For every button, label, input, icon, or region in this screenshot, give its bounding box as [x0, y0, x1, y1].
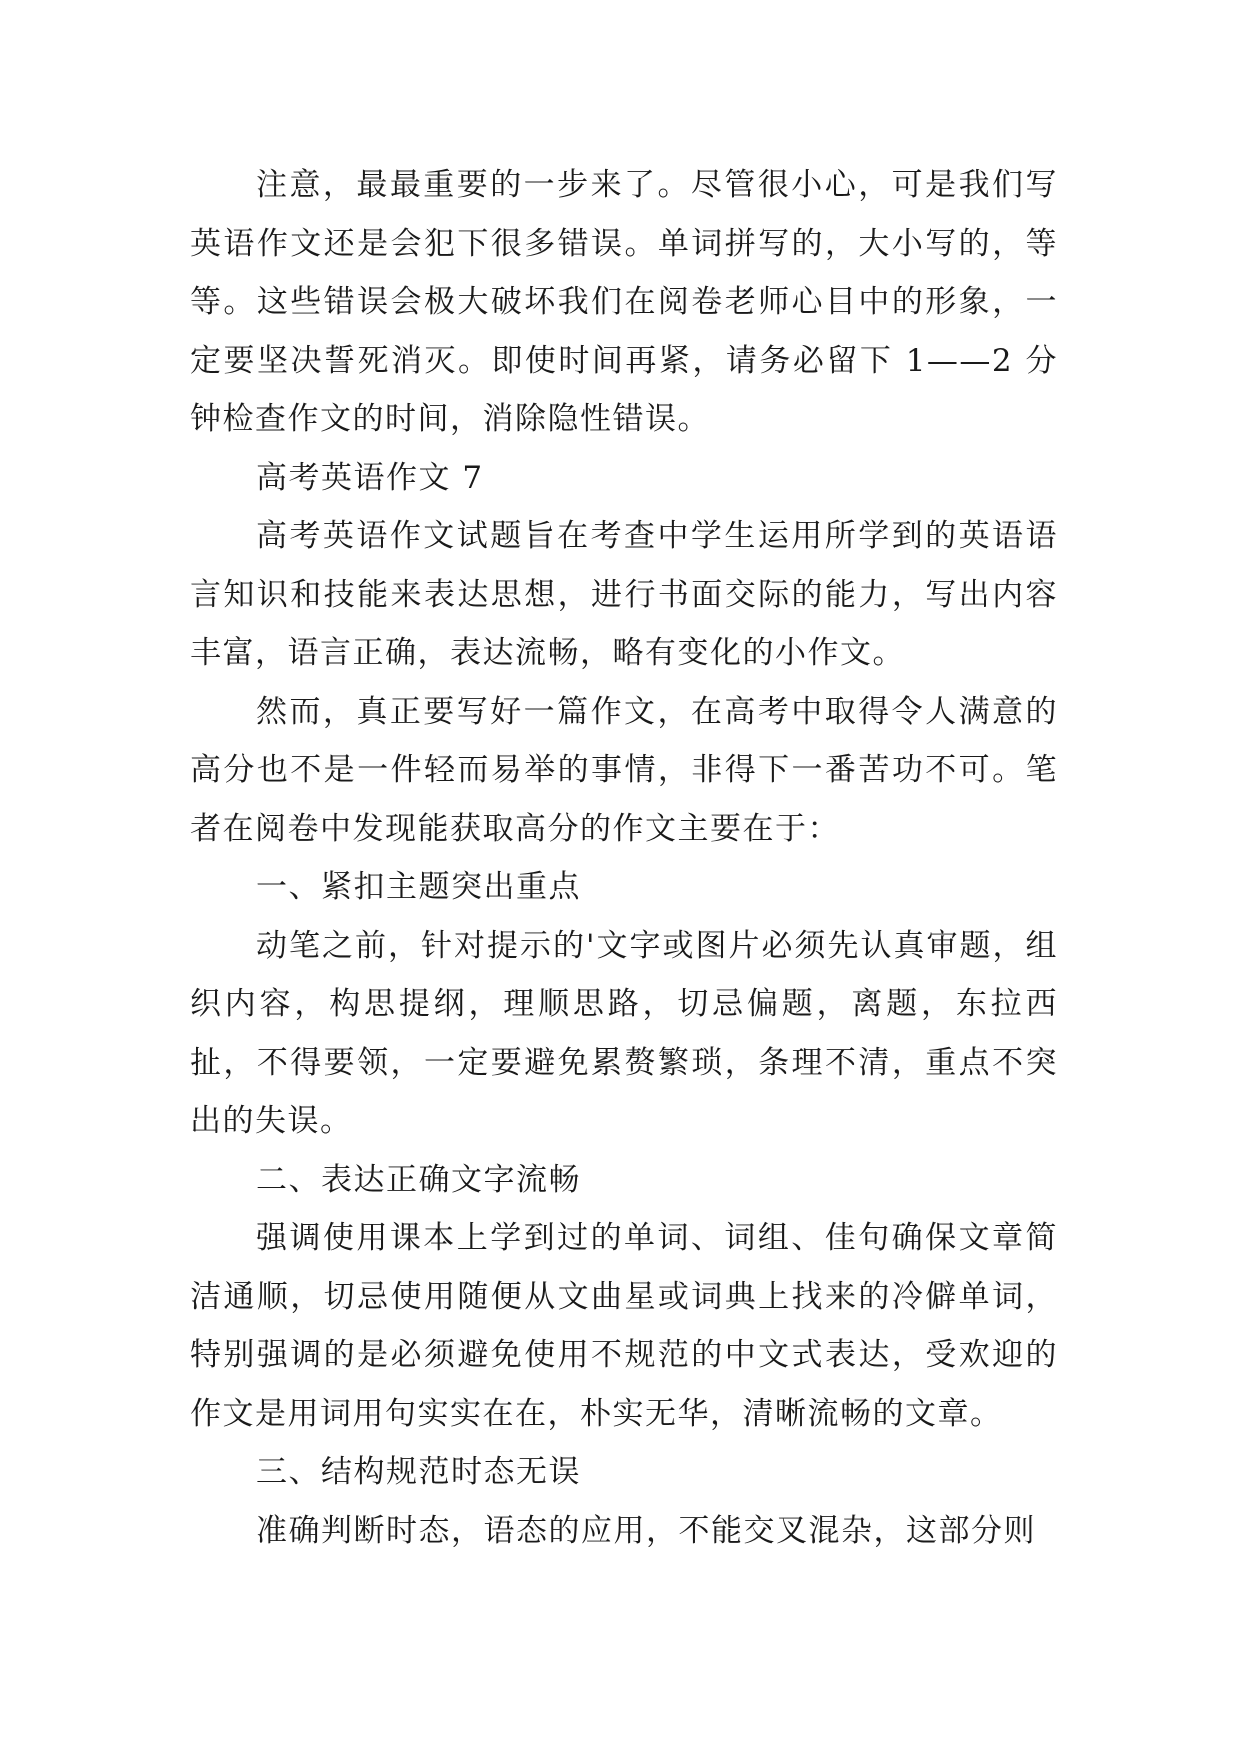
paragraph-point-two: 强调使用课本上学到过的单词、词组、佳句确保文章简洁通顺，切忌使用随便从文曲星或词典上找来的冷僻单词，特别强调的是必须避免使用不规范的中文式表达，受欢迎的作文是用词用句实实在在，朴实无华，清晰流畅的文章。: [190, 1220, 1058, 1432]
paragraph-proofreading: 注意，最最重要的一步来了。尽管很小心，可是我们写英语作文还是会犯下很多错误。单词拼写的，大小写的，等等。这些错误会极大破坏我们在阅卷老师心目中的形象，一定要坚决誓死消灭。即使时间再紧，请务必留下 1——2 分钟检查作文的时间，消除隐性错误。: [190, 167, 1058, 437]
heading-point-two: 二、表达正确文字流畅: [256, 1161, 581, 1198]
section-title-essay-7: 高考英语作文 7: [256, 459, 484, 496]
document-body: [190, 156, 1058, 1560]
paragraph-point-one: 动笔之前，针对提示的'文字或图片必须先认真审题，组织内容，构思提纲，理顺思路，切忌偏题，离题，东拉西扯，不得要领，一定要避免累赘繁琐，条理不清，重点不突出的失误。: [190, 927, 1058, 1139]
heading-point-one: 一、紧扣主题突出重点: [256, 869, 581, 905]
paragraph-intro: 高考英语作文试题旨在考查中学生运用所学到的英语语言知识和技能来表达思想，进行书面交际的能力，写出内容丰富，语言正确，表达流畅，略有变化的小作文。: [190, 518, 1058, 671]
heading-point-three: 三、结构规范时态无误: [256, 1454, 581, 1490]
paragraph-point-three: 准确判断时态，语态的应用，不能交叉混杂，这部分则: [256, 1512, 1036, 1549]
paragraph-high-score: 然而，真正要写好一篇作文，在高考中取得令人满意的高分也不是一件轻而易举的事情，非得下一番苦功不可。笔者在阅卷中发现能获取高分的作文主要在于：: [190, 693, 1058, 847]
